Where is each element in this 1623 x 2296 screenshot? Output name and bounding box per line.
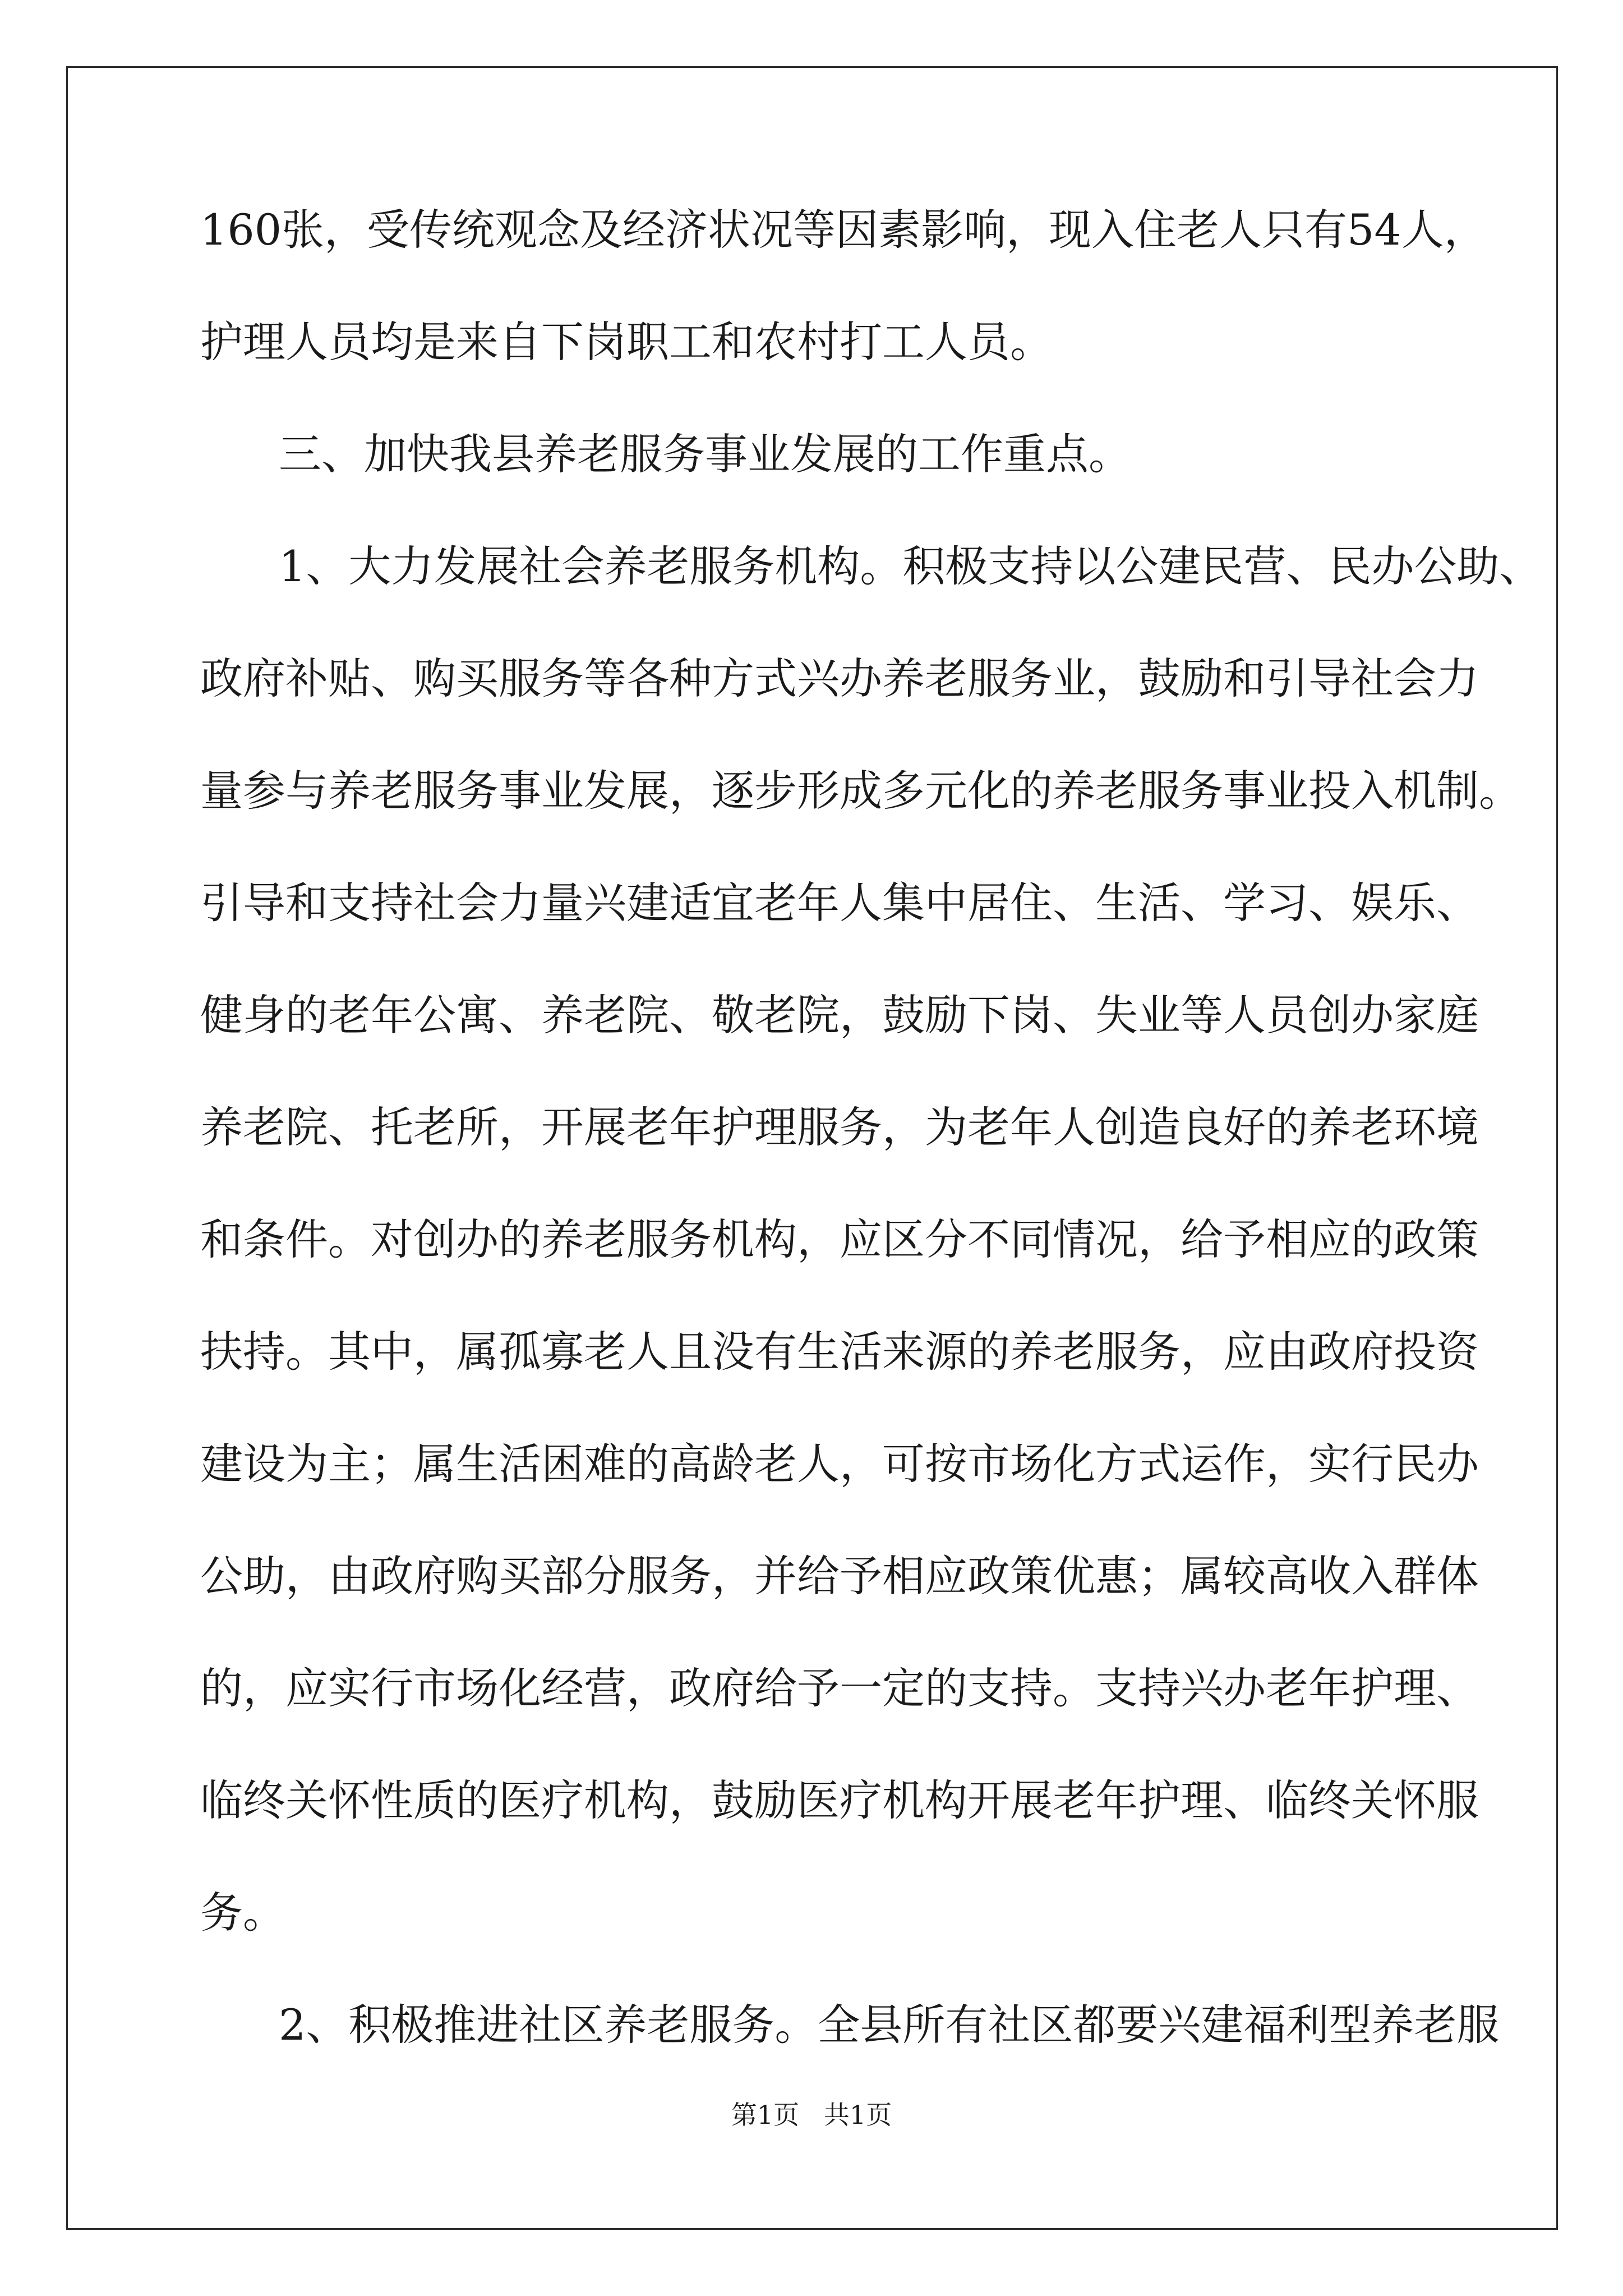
text-line: 政府补贴、购买服务等各种方式兴办养老服务业，鼓励和引导社会力 [200,654,1479,703]
text-line: 公助，由政府购买部分服务，并给予相应政策优惠；属较高收入群体 [200,1551,1479,1601]
text-line: 健身的老年公寓、养老院、敬老院，鼓励下岗、失业等人员创办家庭 [200,990,1479,1040]
text-line: 160张，受传统观念及经济状况等因素影响，现入住老人只有54人， [200,205,1487,255]
text-line: 护理人员均是来自下岗职工和农村打工人员。 [200,317,1053,367]
text-line: 养老院、托老所，开展老年护理服务，为老年人创造良好的养老环境 [200,1102,1479,1152]
text-line: 扶持。其中，属孤寡老人且没有生活来源的养老服务，应由政府投资 [200,1327,1479,1377]
text-line: 和条件。对创办的养老服务机构，应区分不同情况，给予相应的政策 [200,1214,1479,1264]
text-line: 的，应实行市场化经营，政府给予一定的支持。支持兴办老年护理、 [200,1663,1479,1713]
text-line: 引导和支持社会力量兴建适宜老年人集中居住、生活、学习、娱乐、 [200,878,1479,928]
text-line: 务。 [200,1888,285,1938]
text-line: 建设为主；属生活困难的高龄老人，可按市场化方式运作，实行民办 [200,1439,1479,1489]
text-line: 量参与养老服务事业发展，逐步形成多元化的养老服务事业投入机制。 [200,766,1521,816]
text-line: 2、积极推进社区养老服务。全县所有社区都要兴建福利型养老服 [279,2000,1500,2050]
text-line: 临终关怀性质的医疗机构，鼓励医疗机构开展老年护理、临终关怀服 [200,1775,1479,1825]
section-heading: 三、加快我县养老服务事业发展的工作重点。 [279,429,1131,479]
page-number-footer: 第1页 共1页 [731,2100,892,2130]
text-line: 1、大力发展社会养老服务机构。积极支持以公建民营、民办公助、 [279,541,1542,591]
